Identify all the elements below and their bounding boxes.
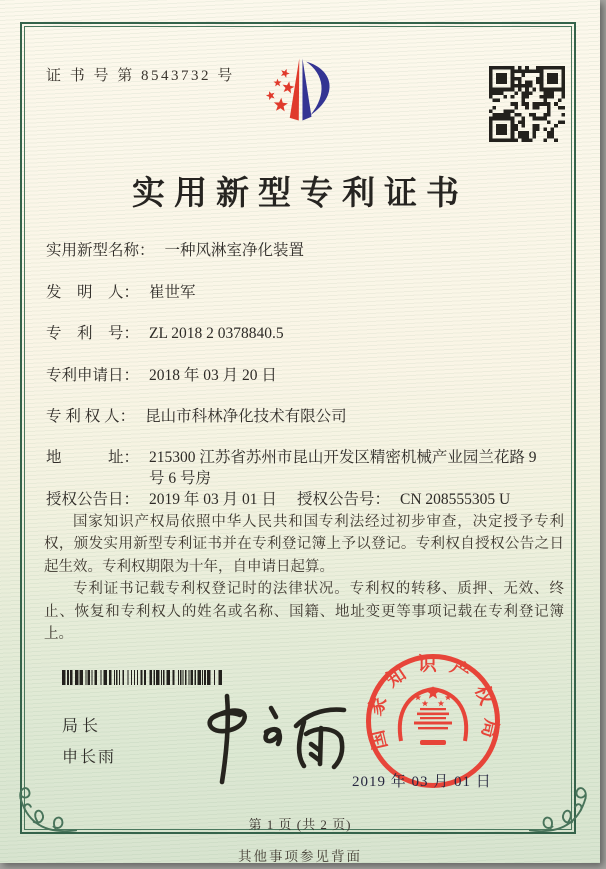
field-value: ZL 2018 2 0378840.5 [149, 325, 284, 342]
field-row-name [46, 240, 562, 261]
field-value: CN 208555305 U [400, 491, 511, 508]
field-row-grant [46, 489, 562, 510]
legal-text [44, 511, 564, 645]
certificate-title: 实用新型专利证书 [132, 176, 468, 212]
field-row-address [46, 447, 562, 489]
field-value: 2018 年 03 月 20 日 [149, 367, 277, 384]
field-label: 实用新型名称： [46, 242, 155, 259]
field-label: 专 利 权 人： [46, 408, 136, 425]
field-value: 一种风淋室净化装置 [164, 242, 305, 259]
field-value: 昆山市科林净化技术有限公司 [145, 408, 347, 425]
qr-code [489, 66, 565, 142]
field-value: 2019 年 03 月 01 日 [149, 491, 277, 508]
svg-text:国家知识产权局 [363, 652, 503, 751]
field-value: 215300 江苏省苏州市昆山开发区精密机械产业园兰花路 9 号 6 号房 [149, 449, 537, 487]
field-row-patentee [46, 406, 562, 427]
cnipa-logo-icon [250, 52, 356, 154]
field-label: 发 明 人： [46, 284, 140, 301]
certificate-number: 证 书 号 第 8543732 号 [46, 68, 235, 84]
national-emblem-icon [400, 686, 466, 745]
field-label: 授权公告号： [297, 491, 391, 508]
field-value: 崔世军 [149, 284, 196, 301]
field-label: 地 址： [46, 449, 140, 466]
field-row-filing-date [46, 365, 562, 386]
director-signature [178, 684, 356, 792]
field-row-patent-no [46, 323, 562, 344]
barcode [62, 670, 225, 685]
field-label: 专利申请日： [46, 367, 140, 384]
director-name-label: 申长雨 [62, 749, 117, 766]
seal-ring-text: 国家知识产权局 [364, 654, 502, 752]
legal-paragraph-1: 国家知识产权局依照中华人民共和国专利法经过初步审查，决定授予专利权，颁发实用新型专利证书并在专利登记簿上予以登记。专利权自授权公告之日起生效。专利权期限为十年，自申请日起算。 [44, 514, 564, 575]
director-title-label: 局长 [62, 718, 103, 735]
field-label: 授权公告日： [46, 491, 140, 508]
back-note: 其他事项参见背面 [238, 849, 362, 864]
field-row-inventor [46, 282, 562, 303]
legal-paragraph-2: 专利证书记载专利权登记时的法律状况。专利权的转移、质押、无效、终止、恢复和专利权人的姓名或名称、国籍、地址变更等事项记载在专利登记簿上。 [44, 581, 564, 643]
field-label: 专 利 号： [46, 325, 140, 342]
seal-date: 2019 年 03 月 01 日 [352, 774, 492, 790]
page-number: 第 1 页 (共 2 页) [248, 817, 352, 832]
